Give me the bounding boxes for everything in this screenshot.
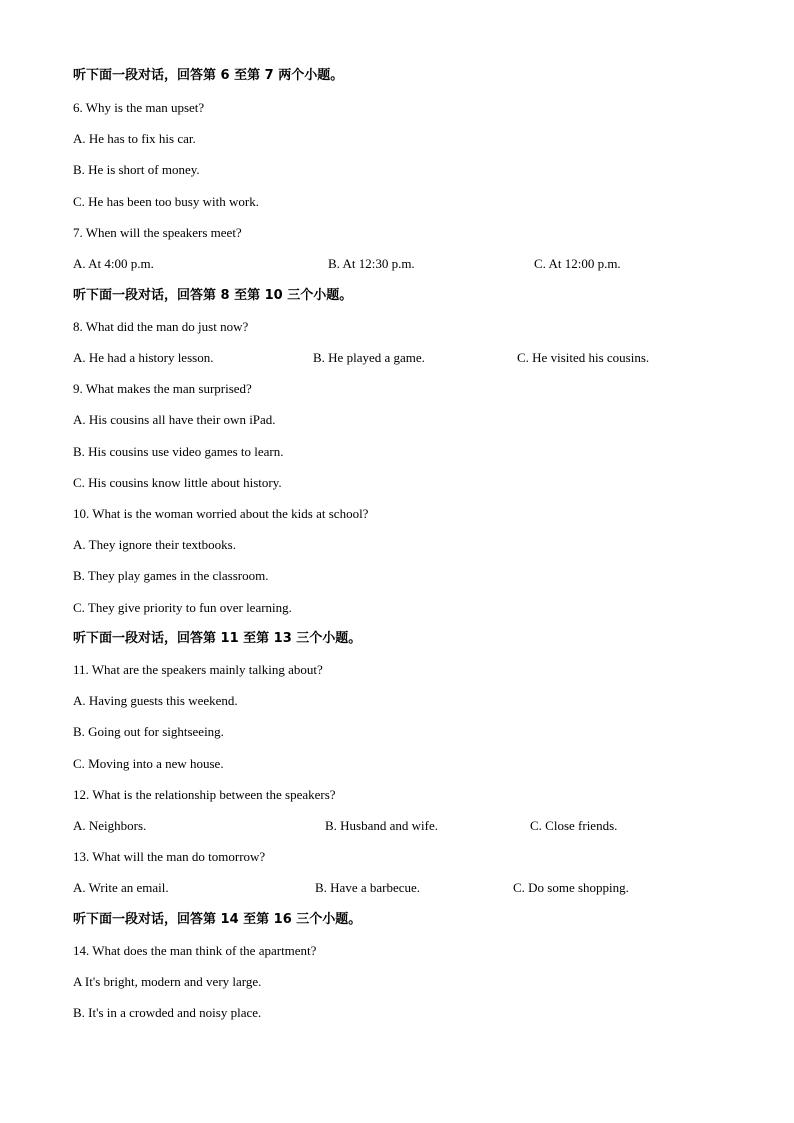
question-stem: 7. When will the speakers meet? xyxy=(73,225,242,240)
answer-option: B. It's in a crowded and noisy place. xyxy=(73,1005,262,1020)
answer-option: C. He visited his cousins. xyxy=(517,350,650,365)
answer-option: C. He has been too busy with work. xyxy=(73,194,259,209)
section-heading: 听下面一段对话，回答第 11 至第 13 三个小题。 xyxy=(73,631,362,646)
question-stem: 8. What did the man do just now? xyxy=(73,319,249,334)
answer-option: A. At 4:00 p.m. xyxy=(73,256,154,271)
answer-option: A. He had a history lesson. xyxy=(73,350,214,365)
answer-option: C. They give priority to fun over learning. xyxy=(73,600,292,615)
question-stem: 11. What are the speakers mainly talking about? xyxy=(73,662,323,677)
answer-option: A. They ignore their textbooks. xyxy=(73,537,236,552)
question-stem: 12. What is the relationship between the speakers? xyxy=(73,787,336,802)
question-stem: 6. Why is the man upset? xyxy=(73,100,205,115)
answer-option: B. He played a game. xyxy=(313,350,425,365)
answer-option: C. Do some shopping. xyxy=(513,880,629,895)
answer-option: A. Write an email. xyxy=(73,880,169,895)
question-stem: 9. What makes the man surprised? xyxy=(73,381,252,396)
answer-option: A. His cousins all have their own iPad. xyxy=(73,412,276,427)
answer-option: B. He is short of money. xyxy=(73,162,200,177)
answer-option: A. Neighbors. xyxy=(73,818,147,833)
answer-option: A. Having guests this weekend. xyxy=(73,693,238,708)
answer-option: B. Have a barbecue. xyxy=(315,880,421,895)
answer-option: C. Moving into a new house. xyxy=(73,756,224,771)
answer-option: C. At 12:00 p.m. xyxy=(534,256,621,271)
section-heading: 听下面一段对话，回答第 14 至第 16 三个小题。 xyxy=(73,912,362,927)
question-stem: 13. What will the man do tomorrow? xyxy=(73,849,266,864)
answer-option: B. They play games in the classroom. xyxy=(73,568,269,583)
answer-option: C. His cousins know little about history. xyxy=(73,475,282,490)
answer-option: C. Close friends. xyxy=(530,818,618,833)
question-stem: 14. What does the man think of the apartment? xyxy=(73,943,317,958)
answer-option: A. He has to fix his car. xyxy=(73,131,196,146)
question-stem: 10. What is the woman worried about the kids at school? xyxy=(73,506,369,521)
answer-option: B. At 12:30 p.m. xyxy=(328,256,415,271)
answer-option: B. Going out for sightseeing. xyxy=(73,724,224,739)
answer-option: B. Husband and wife. xyxy=(325,818,439,833)
section-heading: 听下面一段对话，回答第 6 至第 7 两个小题。 xyxy=(73,68,344,83)
answer-option: B. His cousins use video games to learn. xyxy=(73,444,284,459)
answer-option: A It's bright, modern and very large. xyxy=(73,974,262,989)
section-heading: 听下面一段对话，回答第 8 至第 10 三个小题。 xyxy=(73,288,353,303)
